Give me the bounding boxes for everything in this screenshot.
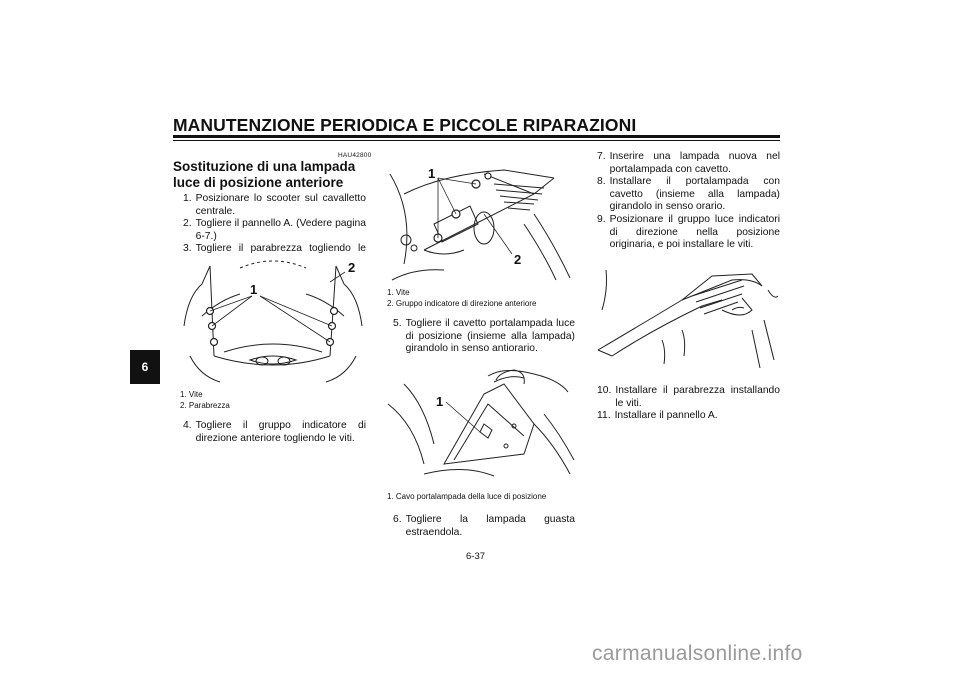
figure-captions-3 xyxy=(387,491,546,502)
turn-signal-figure xyxy=(384,154,576,284)
callout-2: 2 xyxy=(348,260,356,275)
callout-1: 1 xyxy=(436,394,444,409)
list-item: 5. Togliere il cavetto portalampada luce di posizione (insieme alla lampada) girandolo in senso antiorario. xyxy=(393,318,575,355)
list-item: 11. Installare il pannello A. xyxy=(597,410,718,422)
steps-list-1b xyxy=(183,420,366,445)
page-number: 6-37 xyxy=(466,551,486,562)
bulb-socket-figure xyxy=(384,364,576,486)
watermark: carmanualsonline.info xyxy=(592,642,803,665)
callout-1: 1 xyxy=(428,166,436,181)
caption-line: 1. Cavo portalampada della luce di posizione xyxy=(387,492,547,501)
section-code: HAU42800 xyxy=(338,152,372,159)
caption-line: 1. Vite xyxy=(180,390,203,399)
steps-list-2 xyxy=(393,318,575,356)
caption-line: 2. Parabrezza xyxy=(180,401,230,410)
list-item: 6. Togliere la lampada guasta estraendola. xyxy=(393,514,575,538)
caption-line: 2. Gruppo indicatore di direzione anteriore xyxy=(387,299,537,308)
steps-list-3 xyxy=(597,151,780,252)
caption-line: 1. Vite xyxy=(387,288,410,297)
list-item: 9. Posizionare il gruppo luce indicatori di direzione nella posizione originaria, e poi installare le viti. xyxy=(597,213,780,251)
header-rule-thin xyxy=(173,140,780,141)
section-title: Sostituzione di una lampada luce di posizione anteriore xyxy=(173,159,356,190)
callout-1: 1 xyxy=(250,282,258,297)
list-item: 2. Togliere il pannello A. (Vedere pagina 6-7.) xyxy=(183,218,366,242)
callout-2: 2 xyxy=(514,252,522,267)
list-item: 10. Installare il parabrezza installando le viti. xyxy=(597,385,780,409)
reassembled-front-figure xyxy=(592,260,780,372)
header-rule xyxy=(173,135,780,138)
steps-list-3b xyxy=(597,385,780,423)
list-item: 4. Togliere il gruppo indicatore di direzione anteriore togliendo le viti. xyxy=(183,420,366,444)
chapter-tab: 6 xyxy=(130,350,160,384)
list-item: 3. Togliere il parabrezza togliendo le xyxy=(183,243,366,255)
figure-captions-1 xyxy=(180,389,230,411)
figure-captions-2 xyxy=(387,287,536,309)
list-item: 7. Inserire una lampada nuova nel portalampada con cavetto. xyxy=(597,151,780,175)
list-item: 1. Posizionare lo scooter sul cavalletto centrale. xyxy=(183,193,366,217)
windshield-figure xyxy=(180,256,366,386)
page-title: MANUTENZIONE PERIODICA E PICCOLE RIPARAZIONI xyxy=(173,115,637,135)
list-item: 8. Installare il portalampada con cavetto (insieme alla lampada) girandolo in senso orario. xyxy=(597,176,780,213)
steps-list-2b xyxy=(393,514,575,539)
